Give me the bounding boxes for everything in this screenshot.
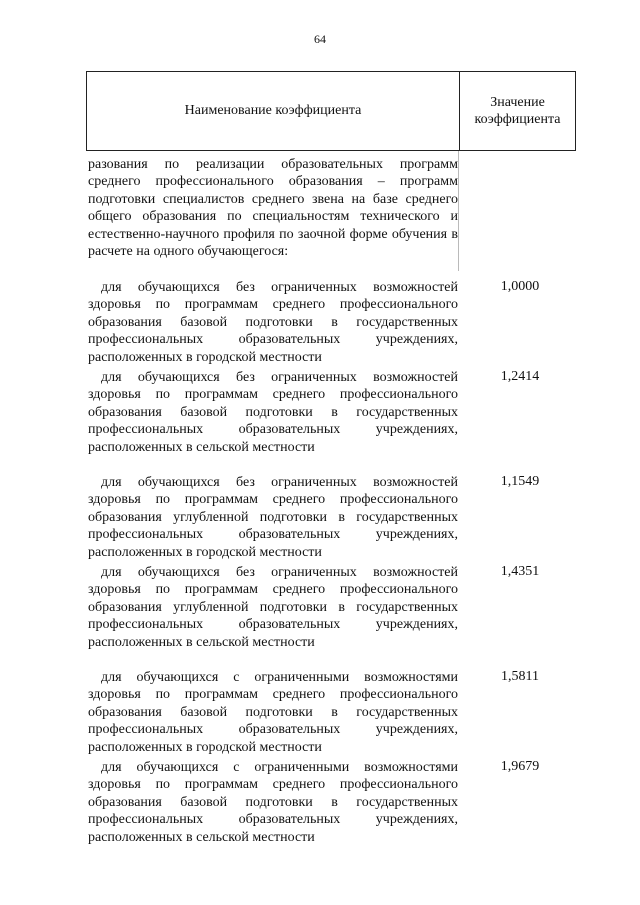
row-text: для обучающихся без ограниченных возможностей здоровья по программам среднего профессионального образования углубленной подготовки в государственных профессиональных образовательных учреждениях, расположенных в сельской местности (88, 565, 458, 650)
row-value: 1,5811 (501, 669, 539, 684)
row-value: 1,0000 (500, 279, 540, 294)
row-text: для обучающихся без ограниченных возможностей здоровья по программам среднего профессионального образования базовой подготовки в государственных профессиональных образовательных учреждениях, расположенных в сельской местности (88, 370, 458, 455)
row-value: 1,9679 (500, 759, 540, 774)
intro-paragraph: разования по реализации образовательных программ среднего профессионального образования – программ подготовки специалистов среднего звена на базе среднего общего образования по специальностям технического и естественно-научного профиля по заочной форме обучения в расчете на одного обучающегося: (88, 157, 458, 260)
row-value: 1,2414 (500, 369, 540, 384)
row-value: 1,1549 (500, 474, 540, 489)
row-text: для обучающихся с ограниченными возможностями здоровья по программам среднего профессионального образования базовой подготовки в государственных профессиональных образовательных учреждениях, расположенных в городской местности (88, 670, 458, 755)
row-text: для обучающихся без ограниченных возможностей здоровья по программам среднего профессионального образования базовой подготовки в государственных профессиональных образовательных учреждениях, расположенных в городской местности (88, 280, 458, 365)
row-text: для обучающихся с ограниченными возможностями здоровья по программам среднего профессионального образования базовой подготовки в государственных профессиональных образовательных учреждениях, расположенных в сельской местности (88, 760, 458, 845)
column-divider (458, 151, 459, 271)
table-header (86, 71, 576, 151)
header-value-cell: Значение коэффициента (474, 95, 561, 127)
row-value: 1,4351 (500, 564, 540, 579)
header-name-cell: Наименование коэффициента (87, 72, 460, 150)
page-number: 64 (314, 32, 326, 46)
row-text: для обучающихся без ограниченных возможностей здоровья по программам среднего профессионального образования углубленной подготовки в государственных профессиональных образовательных учреждениях, расположенных в городской местности (88, 475, 458, 560)
